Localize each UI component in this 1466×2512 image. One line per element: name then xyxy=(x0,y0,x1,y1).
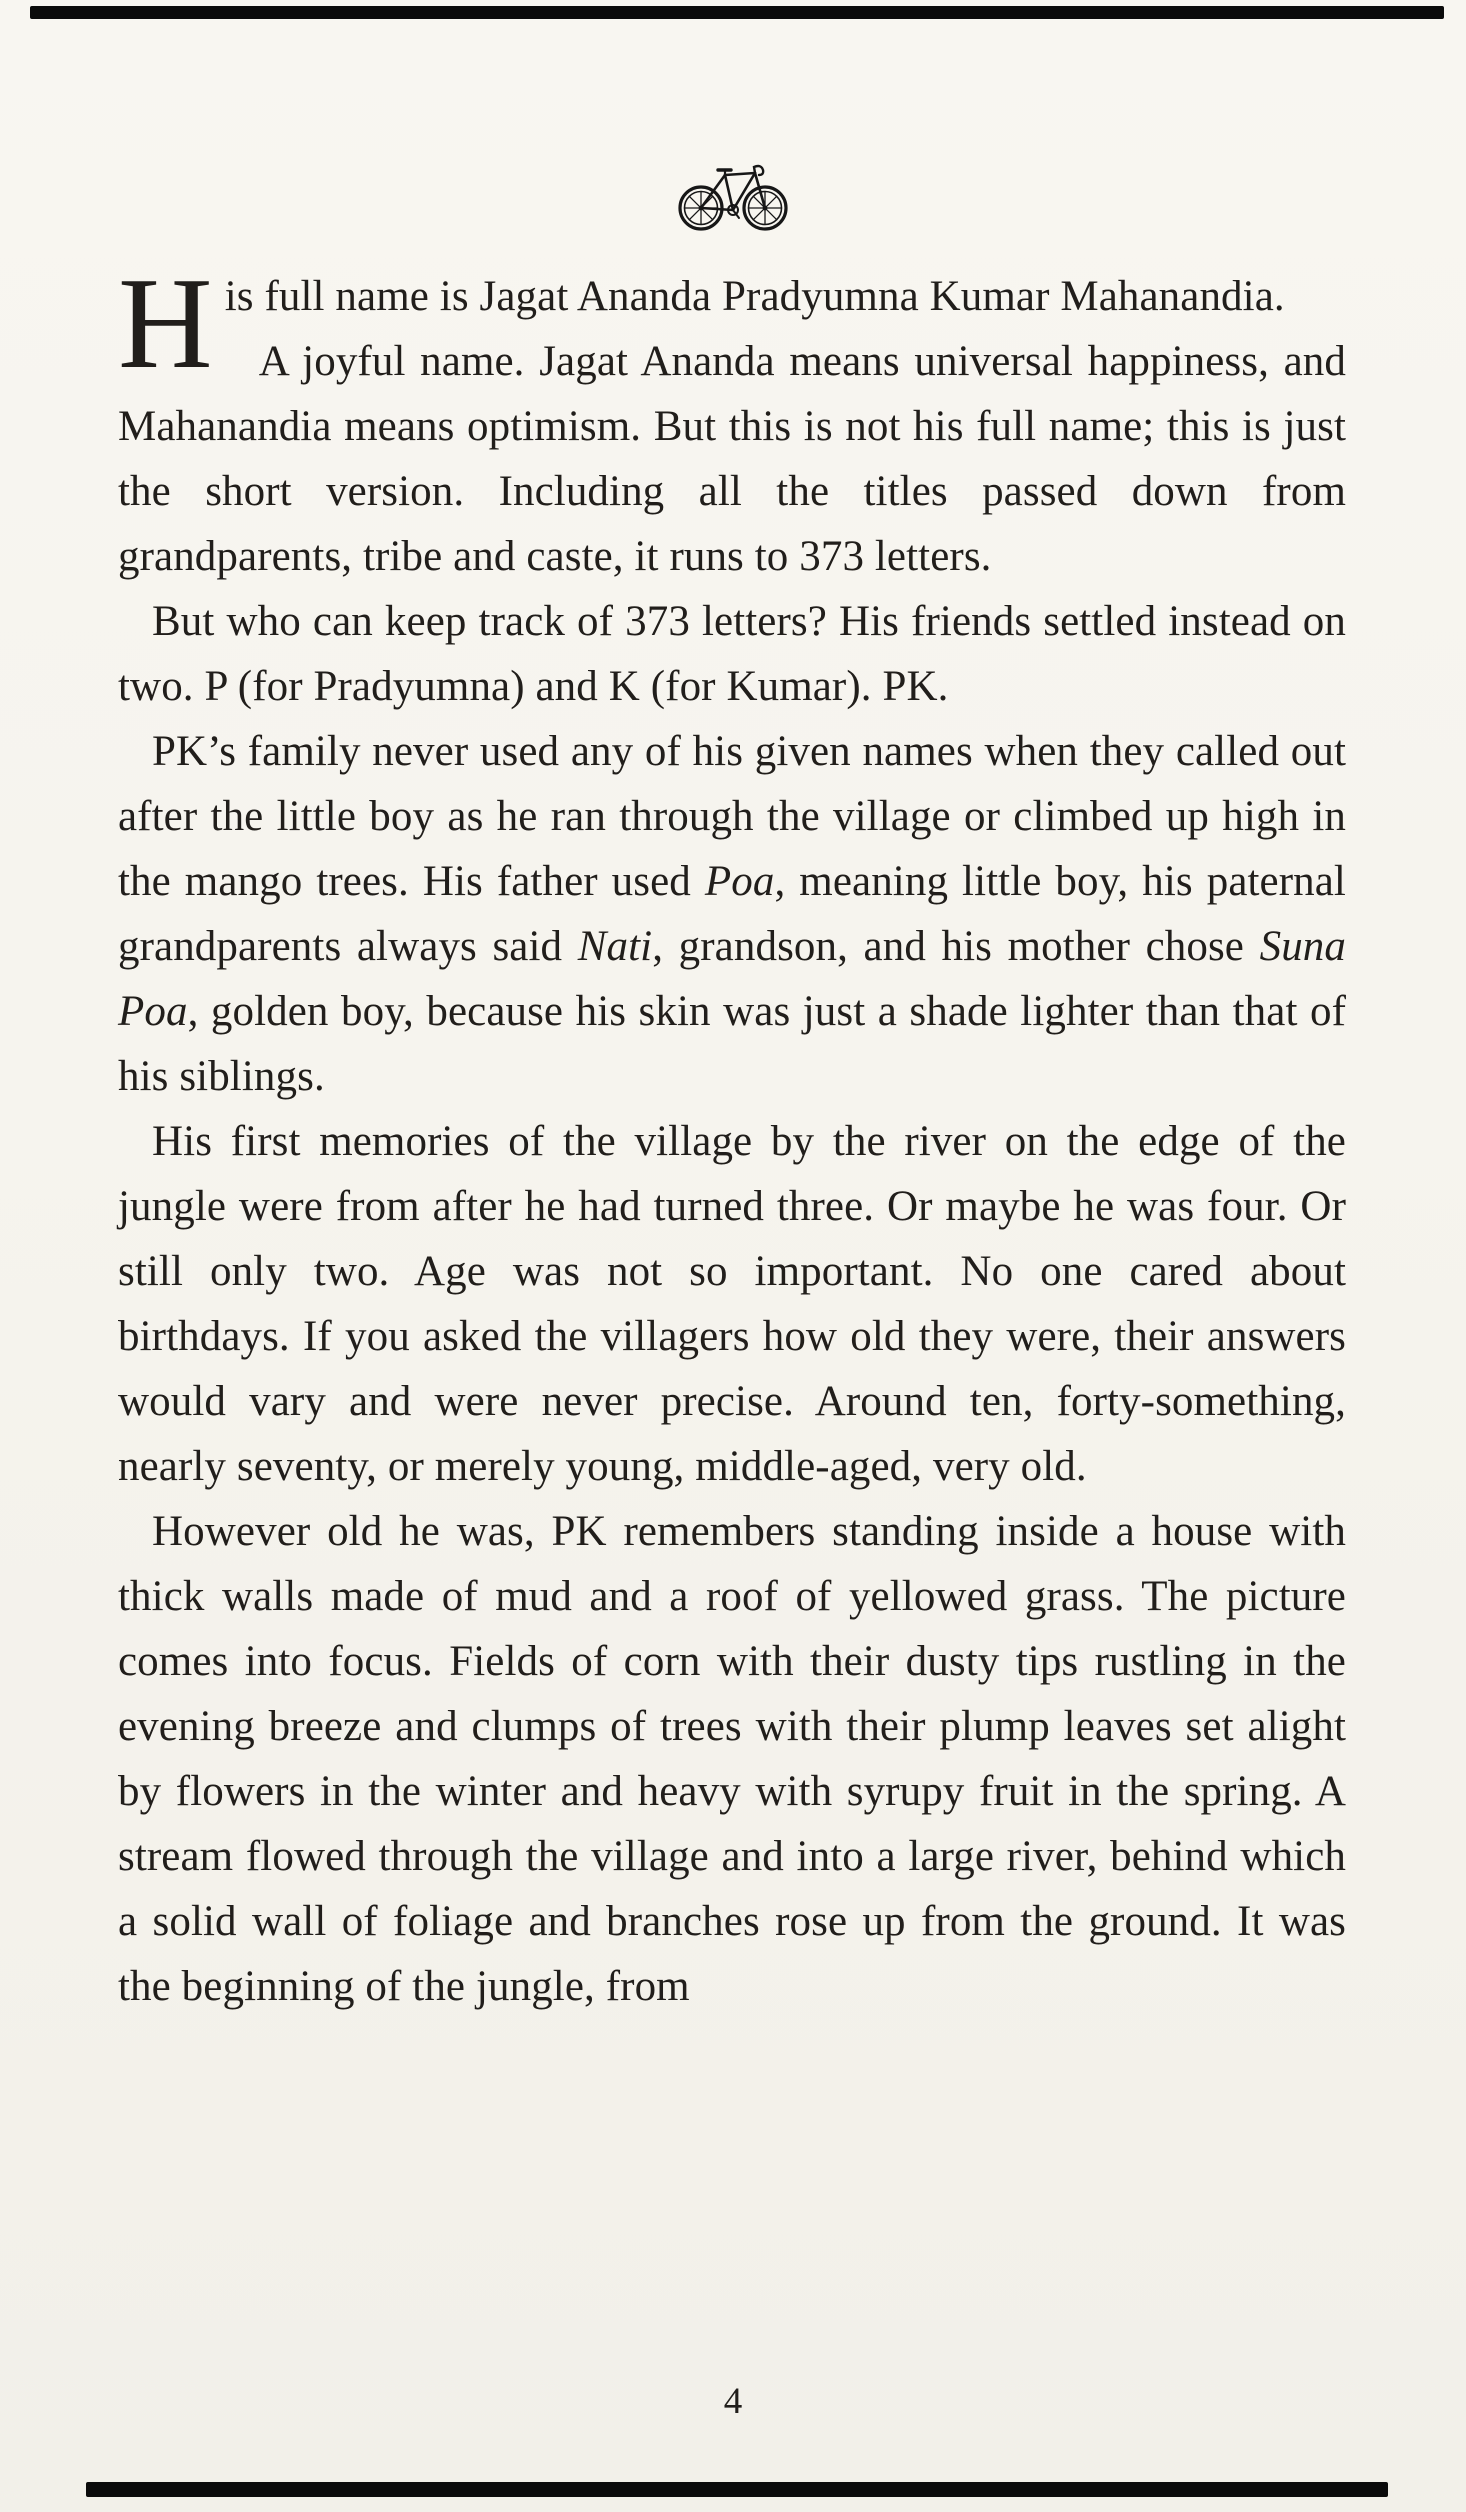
paragraph-text: , meaning little boy, his paternal grandparents always said xyxy=(118,858,1346,970)
bicycle-icon xyxy=(675,158,791,234)
paragraph xyxy=(118,1109,1346,1499)
body-text xyxy=(118,251,1346,2019)
paragraph xyxy=(118,1499,1346,2019)
paragraph-text-italic: Suna Poa xyxy=(118,923,1346,1035)
paragraph-text: But who can keep track of 373 letters? His friends settled instead on two. P (for Pradyumna) and K (for Kumar). PK. xyxy=(118,598,1346,710)
paragraph-text: PK’s family never used any of his given names when they called out after the little boy as he ran through the village or climbed up high in the mango trees. His father used xyxy=(118,728,1346,905)
page-number: 4 xyxy=(723,2381,743,2422)
paragraph-opening xyxy=(118,251,1346,396)
paragraph-text-italic: Poa xyxy=(704,858,775,905)
paragraph xyxy=(118,719,1346,1109)
paragraph xyxy=(118,589,1346,719)
scan-artifact-bar-top xyxy=(30,6,1444,19)
chapter-ornament xyxy=(0,158,1466,234)
paragraph-text: is full name is Jagat Ananda Pradyumna Kumar Mahanandia. xyxy=(224,273,1285,320)
drop-cap: H xyxy=(118,251,213,396)
paragraph xyxy=(118,329,1346,589)
paragraph-text-italic: Nati xyxy=(577,923,653,970)
paragraph-text: , grandson, and his mother chose xyxy=(652,923,1260,970)
paragraph-text: A joyful name. Jagat Ananda means universal happiness, and Mahanandia means optimism. But this is not his full name; this is just the short version. Including all the titles passed down from grandparents, tribe and caste, it runs to 373 letters. xyxy=(118,338,1346,580)
scan-artifact-bar-bottom xyxy=(86,2482,1388,2497)
paragraph-text: His first memories of the village by the river on the edge of the jungle were from after he had turned three. Or maybe he was four. Or still only two. Age was not so important. No one cared about birthdays. If you asked the villagers how old they were, their answers would vary and were never precise. Around ten, forty-something, nearly seventy, or merely young, middle-aged, very old. xyxy=(118,1118,1346,1490)
paragraph-text: , golden boy, because his skin was just a shade lighter than that of his siblings. xyxy=(118,988,1346,1100)
paragraph-text: However old he was, PK remembers standing inside a house with thick walls made of mud and a roof of yellowed grass. The picture comes into focus. Fields of corn with their dusty tips rustling in the evening breeze and clumps of trees with their plump leaves set alight by flowers in the winter and heavy with syrupy fruit in the spring. A stream flowed through the village and into a large river, behind which a solid wall of foliage and branches rose up from the ground. It was the beginning of the jungle, from xyxy=(118,1508,1346,2010)
